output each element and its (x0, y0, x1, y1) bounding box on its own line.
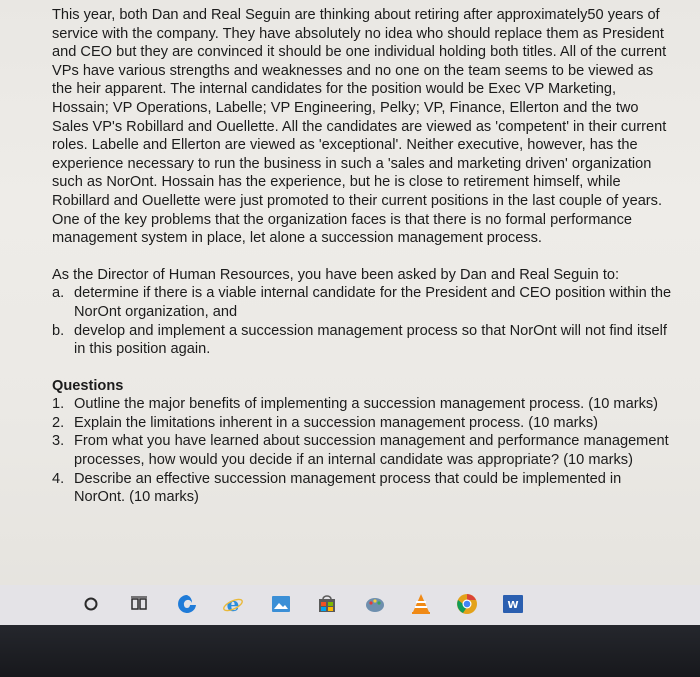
monitor-bezel (0, 625, 700, 677)
list-item (52, 322, 672, 359)
photos-icon[interactable] (270, 593, 292, 615)
paint-icon[interactable] (364, 593, 386, 615)
list-item (52, 395, 672, 414)
store-icon[interactable] (316, 593, 338, 615)
task-list (52, 284, 672, 358)
list-marker: 4. (52, 470, 65, 487)
task-view-icon[interactable] (128, 593, 150, 615)
list-item (52, 470, 672, 507)
taskbar (0, 585, 700, 625)
chrome-icon[interactable] (456, 593, 478, 615)
list-marker: a. (52, 285, 65, 302)
document-body (52, 6, 672, 507)
word-icon[interactable] (502, 593, 524, 615)
assignment-intro: As the Director of Human Resources, you have been asked by Dan and Real Seguin to: (52, 266, 620, 283)
svg-text:W: W (507, 600, 519, 611)
list-item-text: Describe an effective succession management process that could be implemented in NorOnt. (10 marks) (74, 470, 622, 506)
list-item-text: Explain the limitations inherent in a succession management process. (10 marks) (74, 414, 598, 431)
list-marker: 1. (52, 396, 65, 413)
svg-text:e: e (226, 593, 240, 615)
search-circle-icon[interactable] (80, 593, 102, 615)
questions-list (52, 395, 672, 507)
list-item (52, 432, 672, 469)
case-paragraph: This year, both Dan and Real Seguin are thinking about retiring after approximately50 years of service with the company. They have absolutely no idea who should replace them as President and CEO but they are convinced it should be one individual holding both titles. All of the current VPs have various strengths and weaknesses and no one on the team seems to be viewed as the heir apparent. The internal candidates for the position would be Exec VP Marketing, Hossain; VP Operations, Labelle; VP Engineering, Pelky; VP, Finance, Ellerton and the two Sales VP's Robillard and Ouellette. All the candidates are viewed as 'competent' in their current roles. Labelle and Ellerton are viewed as 'exceptional'. Neither executive, however, has the experience necessary to run the business in such a 'sales and marketing driven' organization such as NorOnt. Hossain has the experience, but he is close to retirement himself, while Robillard and Ouellette were just promoted to their current positions in the last couple of years. One of the key problems that the organization faces is that there is no formal performance management system in place, let alone a succession management process. (52, 7, 667, 247)
list-item-text: develop and implement a succession management process so that NorOnt will not find itself in this position again. (74, 322, 667, 358)
list-item-text: Outline the major benefits of implementing a succession management process. (10 marks) (74, 396, 659, 413)
list-item-text: From what you have learned about succession management and performance management processes, how would you decide if an internal candidate was appropriate? (10 marks) (74, 433, 669, 469)
internet-explorer-icon[interactable] (222, 593, 244, 615)
list-item (52, 414, 672, 433)
edge-icon[interactable] (176, 593, 198, 615)
list-item (52, 284, 672, 321)
questions-heading: Questions (52, 377, 124, 394)
list-marker: 3. (52, 433, 65, 450)
vlc-icon[interactable] (410, 593, 432, 615)
list-item-text: determine if there is a viable internal candidate for the President and CEO position within the NorOnt organization, and (74, 285, 672, 320)
list-marker: 2. (52, 414, 65, 431)
list-marker: b. (52, 322, 65, 339)
